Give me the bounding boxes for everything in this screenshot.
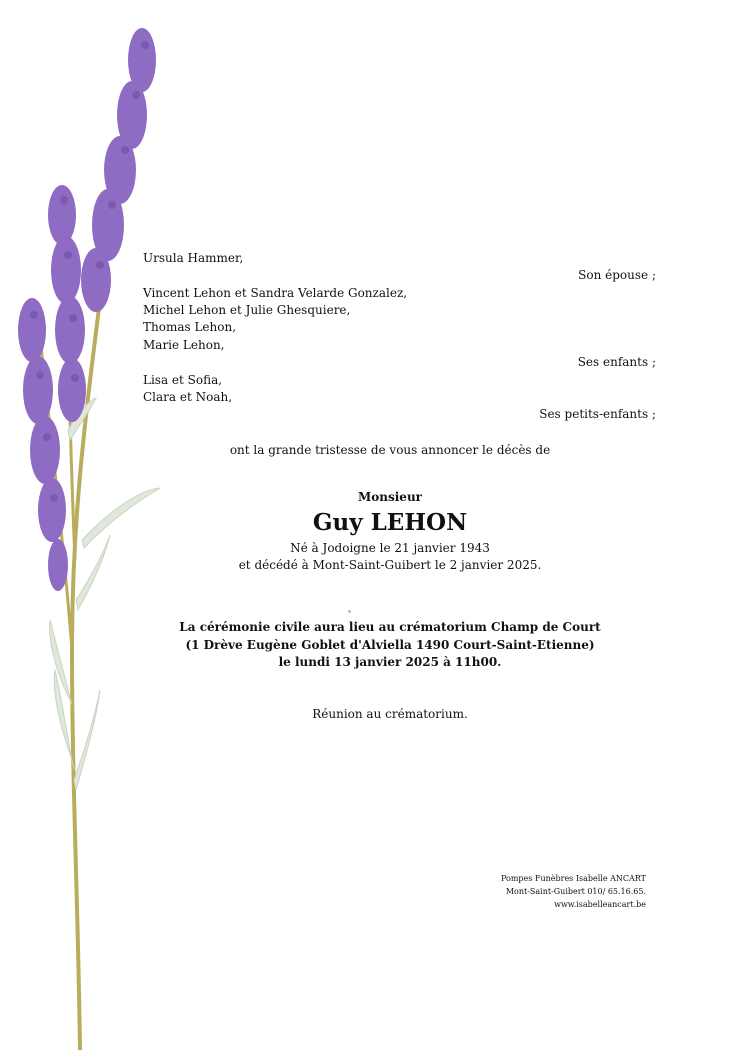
funeral-home-phone: Mont-Saint-Guibert 010/ 65.16.65. — [505, 887, 646, 896]
spouse-name: Ursula Hammer, — [143, 251, 244, 265]
ceremony-line-1: La cérémonie civile aura lieu au crématorium Champ de Court — [179, 620, 601, 634]
grandchild-name: Clara et Noah, — [143, 390, 233, 404]
grandchildren-label: Ses petits-enfants ; — [539, 407, 656, 421]
spouse-label: Son épouse ; — [578, 268, 656, 282]
children-label: Ses enfants ; — [577, 355, 656, 369]
funeral-home-website[interactable]: www.isabelleancart.be — [554, 900, 646, 909]
ceremony-line-2: (1 Drève Eugène Goblet d'Alviella 1490 Court-Saint-Etienne) — [185, 638, 595, 652]
announcement-text: ont la grande tristesse de vous annoncer le décès de — [229, 443, 551, 457]
funeral-home-name: Pompes Funèbres Isabelle ANCART — [500, 874, 646, 883]
child-name: Thomas Lehon, — [143, 320, 237, 334]
grandchild-name: Lisa et Sofia, — [143, 373, 223, 387]
birth-line: Né à Jodoigne le 21 janvier 1943 — [290, 541, 490, 555]
separator-dot — [348, 610, 351, 613]
death-line: et décédé à Mont-Saint-Guibert le 2 janvier 2025. — [238, 558, 542, 572]
deceased-title: Monsieur — [357, 490, 422, 504]
reunion-text: Réunion au crématorium. — [312, 707, 468, 721]
child-name: Michel Lehon et Julie Ghesquiere, — [143, 303, 351, 317]
child-name: Vincent Lehon et Sandra Velarde Gonzalez, — [143, 286, 408, 300]
ceremony-line-3: le lundi 13 janvier 2025 à 11h00. — [278, 655, 502, 669]
child-name: Marie Lehon, — [143, 338, 225, 352]
deceased-name: Guy LEHON — [312, 509, 468, 536]
